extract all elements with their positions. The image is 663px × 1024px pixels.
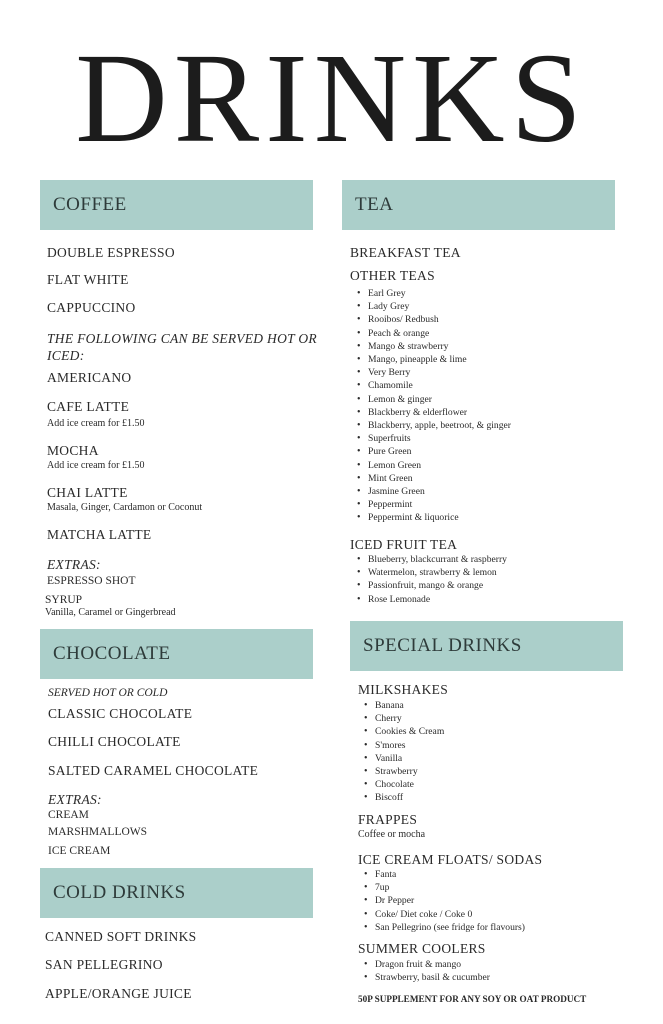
menu-item-canned-soft-drinks: CANNED SOFT DRINKS	[45, 929, 197, 944]
milkshake-list-item: • Cherry	[362, 712, 444, 725]
iced-tea-list-item: • Rose Lemonade	[355, 593, 507, 606]
milkshake-list-item: • Strawberry	[362, 765, 444, 778]
milkshake-list-item: • Biscoff	[362, 791, 444, 804]
milkshake-list-item: • S'mores	[362, 739, 444, 752]
tea-list-item: • Blackberry, apple, beetroot, & ginger	[355, 419, 511, 432]
menu-item-matcha-latte: MATCHA LATTE	[47, 527, 152, 542]
milkshake-list-item: • Vanilla	[362, 752, 444, 765]
supplement-note: 50P SUPPLEMENT FOR ANY SOY OR OAT PRODUCT	[358, 994, 587, 1004]
summer-coolers-list	[362, 958, 490, 984]
chocolate-served-note: SERVED HOT OR COLD	[48, 687, 168, 699]
tea-list-item: • Peach & orange	[355, 327, 511, 340]
iced-tea-list-item: • Watermelon, strawberry & lemon	[355, 566, 507, 579]
other-teas-list	[355, 287, 511, 525]
cooler-list-item: • Strawberry, basil & cucumber	[362, 971, 490, 984]
coffee-section-header: COFFEE	[40, 180, 313, 230]
menu-item-juice: APPLE/ORANGE JUICE	[45, 986, 192, 1001]
float-list-item: • Dr Pepper	[362, 894, 525, 907]
other-teas-label: OTHER TEAS	[350, 268, 435, 283]
menu-item-cappuccino: CAPPUCCINO	[47, 300, 136, 315]
extra-cream: CREAM	[48, 809, 89, 821]
cold-drinks-section-header: COLD DRINKS	[40, 868, 313, 918]
syrup-note: Vanilla, Caramel or Gingerbread	[45, 607, 176, 618]
special-drinks-section-header: SPECIAL DRINKS	[350, 621, 623, 671]
tea-list-item: • Peppermint & liquorice	[355, 511, 511, 524]
iced-tea-list-item: • Passionfruit, mango & orange	[355, 579, 507, 592]
menu-item-chilli-chocolate: CHILLI CHOCOLATE	[48, 734, 181, 749]
tea-section-header: TEA	[342, 180, 615, 230]
tea-list-item: • Mint Green	[355, 472, 511, 485]
tea-list-item: • Superfruits	[355, 432, 511, 445]
tea-list-item: • Very Berry	[355, 366, 511, 379]
tea-list-item: • Lady Grey	[355, 300, 511, 313]
tea-list-item: • Lemon Green	[355, 459, 511, 472]
menu-item-mocha: MOCHA	[47, 443, 99, 458]
extra-syrup: SYRUP	[45, 594, 83, 606]
extra-espresso-shot: ESPRESSO SHOT	[47, 575, 136, 587]
cafe-latte-note: Add ice cream for £1.50	[47, 418, 145, 429]
tea-list-item: • Chamomile	[355, 379, 511, 392]
frappes-note: Coffee or mocha	[358, 829, 426, 840]
milkshake-list-item: • Banana	[362, 699, 444, 712]
tea-list-item: • Blackberry & elderflower	[355, 406, 511, 419]
tea-list-item: • Lemon & ginger	[355, 393, 511, 406]
milkshakes-label: MILKSHAKES	[358, 682, 449, 697]
iced-fruit-tea-list	[355, 553, 507, 606]
chocolate-section-header: CHOCOLATE	[40, 629, 313, 679]
menu-item-san-pellegrino: SAN PELLEGRINO	[45, 957, 163, 972]
summer-coolers-label: SUMMER COOLERS	[358, 941, 486, 956]
chocolate-extras-label: EXTRAS:	[48, 792, 102, 807]
cooler-list-item: • Dragon fruit & mango	[362, 958, 490, 971]
coffee-extras-label: EXTRAS:	[47, 557, 101, 572]
tea-list-item: • Pure Green	[355, 445, 511, 458]
floats-label: ICE CREAM FLOATS/ SODAS	[358, 852, 543, 867]
menu-item-cafe-latte: CAFE LATTE	[47, 399, 130, 414]
iced-fruit-tea-label: ICED FRUIT TEA	[350, 537, 458, 552]
menu-item-classic-chocolate: CLASSIC CHOCOLATE	[48, 706, 193, 721]
menu-item-chai-latte: CHAI LATTE	[47, 485, 128, 500]
tea-list-item: • Rooibos/ Redbush	[355, 313, 511, 326]
milkshake-list-item: • Cookies & Cream	[362, 725, 444, 738]
page-title: DRINKS	[75, 27, 588, 169]
tea-list-item: • Mango, pineapple & lime	[355, 353, 511, 366]
extra-marshmallows: MARSHMALLOWS	[48, 826, 148, 838]
tea-list-item: • Earl Grey	[355, 287, 511, 300]
floats-list	[362, 868, 525, 934]
milkshakes-list	[362, 699, 444, 805]
float-list-item: • San Pellegrino (see fridge for flavours)	[362, 921, 525, 934]
chai-latte-note: Masala, Ginger, Cardamon or Coconut	[47, 502, 203, 513]
menu-item-breakfast-tea: BREAKFAST TEA	[350, 245, 461, 260]
iced-tea-list-item: • Blueberry, blackcurrant & raspberry	[355, 553, 507, 566]
milkshake-list-item: • Chocolate	[362, 778, 444, 791]
menu-item-salted-caramel-chocolate: SALTED CARAMEL CHOCOLATE	[48, 763, 259, 778]
mocha-note: Add ice cream for £1.50	[47, 460, 145, 471]
tea-list-item: • Jasmine Green	[355, 485, 511, 498]
float-list-item: • Fanta	[362, 868, 525, 881]
hot-or-iced-note: THE FOLLOWING CAN BE SERVED HOT OR ICED:	[47, 331, 317, 363]
tea-list-item: • Peppermint	[355, 498, 511, 511]
menu-item-double-espresso: DOUBLE ESPRESSO	[47, 245, 175, 260]
float-list-item: • Coke/ Diet coke / Coke 0	[362, 908, 525, 921]
tea-list-item: • Mango & strawberry	[355, 340, 511, 353]
menu-item-americano: AMERICANO	[47, 370, 132, 385]
extra-ice-cream: ICE CREAM	[48, 845, 111, 857]
float-list-item: • 7up	[362, 881, 525, 894]
menu-item-flat-white: FLAT WHITE	[47, 272, 129, 287]
frappes-label: FRAPPES	[358, 812, 418, 827]
